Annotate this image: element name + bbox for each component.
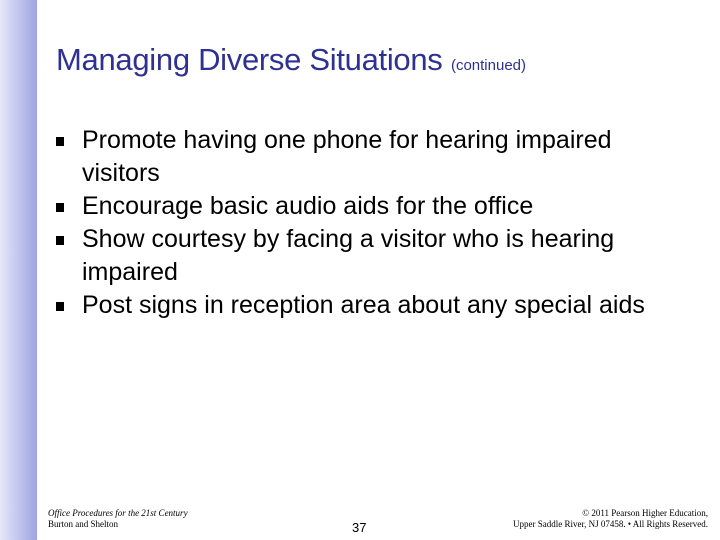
copyright-line-1: © 2011 Pearson Higher Education, <box>582 508 708 518</box>
bullet-item <box>56 223 696 289</box>
square-bullet-icon <box>56 236 64 245</box>
bullet-list <box>56 124 696 322</box>
bullet-text: Encourage basic audio aids for the office <box>82 192 534 220</box>
copyright-line-2: Upper Saddle River, NJ 07458. • All Rights Reserved. <box>512 519 708 529</box>
footer-book-info <box>48 508 188 530</box>
bullet-text: Post signs in reception area about any special aids <box>82 291 645 319</box>
bullet-item <box>56 124 696 190</box>
footer-authors: Burton and Shelton <box>48 519 118 529</box>
slide-title <box>56 42 526 78</box>
slide-title-suffix: (continued) <box>450 57 526 74</box>
footer-copyright <box>513 508 708 530</box>
square-bullet-icon <box>56 137 64 146</box>
decorative-side-bar <box>0 0 37 540</box>
footer-book-title: Office Procedures for the 21st Century <box>48 508 188 518</box>
slide-title-main: Managing Diverse Situations <box>56 42 443 77</box>
bullet-item <box>56 289 696 322</box>
page-number: 37 <box>352 520 367 535</box>
bullet-item <box>56 190 696 223</box>
square-bullet-icon <box>56 302 64 311</box>
square-bullet-icon <box>56 203 64 212</box>
bullet-text: Show courtesy by facing a visitor who is hearing impaired <box>82 225 615 286</box>
bullet-text: Promote having one phone for hearing impaired visitors <box>82 126 612 187</box>
